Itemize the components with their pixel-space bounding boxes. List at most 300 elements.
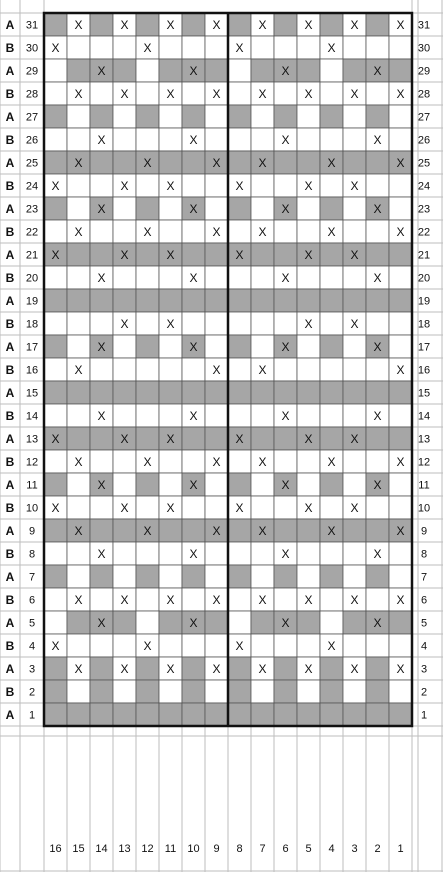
- chart-cell: [182, 312, 205, 335]
- x-symbol: X: [189, 616, 198, 630]
- chart-cell: [320, 13, 343, 36]
- row-number-right: 19: [417, 295, 431, 308]
- row-number-right: 2: [420, 686, 428, 699]
- row-side-label: B: [5, 271, 15, 285]
- row-side-label: A: [5, 616, 15, 630]
- x-symbol: X: [74, 662, 83, 676]
- x-symbol: X: [258, 593, 267, 607]
- chart-cell: [343, 404, 366, 427]
- chart-cell: [90, 358, 113, 381]
- chart-cell: [251, 404, 274, 427]
- chart-cell: [343, 220, 366, 243]
- row-number-left: 6: [28, 594, 36, 607]
- row-number-left: 17: [25, 341, 39, 354]
- chart-cell: [251, 680, 274, 703]
- chart-cell: [67, 174, 90, 197]
- chart-cell: [320, 496, 343, 519]
- x-symbol: X: [304, 317, 313, 331]
- row-side-label: A: [5, 570, 15, 584]
- chart-cell: [228, 220, 251, 243]
- chart-cell: [320, 427, 343, 450]
- chart-cell: [251, 634, 274, 657]
- chart-cell: [44, 680, 67, 703]
- chart-cell: [274, 450, 297, 473]
- chart-cell: [182, 427, 205, 450]
- x-symbol: X: [189, 133, 198, 147]
- chart-cell: [67, 611, 90, 634]
- row-side-label: B: [5, 133, 15, 147]
- chart-cell: [136, 657, 159, 680]
- x-symbol: X: [97, 547, 106, 561]
- chart-cell: [67, 680, 90, 703]
- chart-cell: [228, 289, 251, 312]
- x-symbol: X: [166, 317, 175, 331]
- chart-cell: [297, 289, 320, 312]
- chart-cell: [90, 105, 113, 128]
- chart-cell: [90, 243, 113, 266]
- chart-cell: [113, 220, 136, 243]
- x-symbol: X: [189, 547, 198, 561]
- chart-cell: [228, 151, 251, 174]
- x-symbol: X: [396, 156, 405, 170]
- row-side-label: A: [5, 202, 15, 216]
- row-number-left: 25: [25, 157, 39, 170]
- chart-cell: [251, 36, 274, 59]
- chart-cell: [274, 703, 297, 726]
- x-symbol: X: [143, 156, 152, 170]
- chart-cell: [159, 289, 182, 312]
- chart-cell: [320, 82, 343, 105]
- chart-cell: [297, 335, 320, 358]
- chart-cell: [389, 703, 412, 726]
- row-number-right: 22: [417, 226, 431, 239]
- row-number-right: 25: [417, 157, 431, 170]
- chart-cell: [136, 703, 159, 726]
- chart-cell: [159, 565, 182, 588]
- column-number: 4: [328, 843, 335, 855]
- chart-cell: [251, 611, 274, 634]
- chart-cell: [228, 13, 251, 36]
- chart-cell: [113, 289, 136, 312]
- x-symbol: X: [74, 18, 83, 32]
- chart-cell: [44, 565, 67, 588]
- chart-cell: [320, 128, 343, 151]
- chart-cell: [44, 473, 67, 496]
- chart-cell: [136, 473, 159, 496]
- x-symbol: X: [212, 662, 221, 676]
- x-symbol: X: [166, 593, 175, 607]
- chart-cell: [251, 243, 274, 266]
- chart-cell: [113, 358, 136, 381]
- row-side-label: A: [5, 110, 15, 124]
- chart-cell: [343, 289, 366, 312]
- chart-cell: [343, 542, 366, 565]
- chart-cell: [205, 381, 228, 404]
- chart-cell: [389, 312, 412, 335]
- chart-cell: [67, 404, 90, 427]
- chart-cell: [136, 197, 159, 220]
- chart-cell: [67, 427, 90, 450]
- chart-cell: [113, 266, 136, 289]
- chart-cell: [182, 289, 205, 312]
- chart-cell: [159, 266, 182, 289]
- chart-cell: [44, 82, 67, 105]
- x-symbol: X: [373, 64, 382, 78]
- column-number: 14: [95, 843, 108, 855]
- chart-cell: [274, 36, 297, 59]
- x-symbol: X: [327, 639, 336, 653]
- x-symbol: X: [189, 478, 198, 492]
- chart-cell: [343, 680, 366, 703]
- chart-cell: [320, 588, 343, 611]
- chart-cell: [274, 519, 297, 542]
- x-symbol: X: [327, 156, 336, 170]
- chart-cell: [389, 243, 412, 266]
- x-symbol: X: [350, 593, 359, 607]
- chart-cell: [228, 450, 251, 473]
- chart-cell: [182, 243, 205, 266]
- chart-cell: [228, 197, 251, 220]
- chart-cell: [90, 289, 113, 312]
- chart-cell: [205, 335, 228, 358]
- x-symbol: X: [373, 616, 382, 630]
- chart-cell: [44, 404, 67, 427]
- chart-cell: [44, 105, 67, 128]
- chart-cell: [44, 289, 67, 312]
- chart-cell: [159, 36, 182, 59]
- chart-cell: [389, 289, 412, 312]
- chart-cell: [44, 59, 67, 82]
- chart-cell: [159, 473, 182, 496]
- chart-cell: [159, 542, 182, 565]
- x-symbol: X: [373, 202, 382, 216]
- chart-cell: [343, 36, 366, 59]
- chart-cell: [228, 381, 251, 404]
- chart-cell: [182, 519, 205, 542]
- row-number-left: 2: [28, 686, 36, 699]
- chart-cell: [320, 657, 343, 680]
- x-symbol: X: [74, 524, 83, 538]
- chart-cell: [274, 657, 297, 680]
- chart-cell: [90, 634, 113, 657]
- chart-cell: [389, 496, 412, 519]
- row-side-label: B: [5, 87, 15, 101]
- chart-cell: [343, 128, 366, 151]
- x-symbol: X: [350, 501, 359, 515]
- row-number-right: 24: [417, 180, 431, 193]
- x-symbol: X: [373, 547, 382, 561]
- x-symbol: X: [373, 133, 382, 147]
- x-symbol: X: [189, 202, 198, 216]
- x-symbol: X: [281, 133, 290, 147]
- x-symbol: X: [51, 501, 60, 515]
- x-symbol: X: [258, 662, 267, 676]
- chart-cell: [113, 703, 136, 726]
- x-symbol: X: [281, 409, 290, 423]
- row-number-right: 11: [418, 479, 430, 492]
- row-number-left: 5: [28, 617, 36, 630]
- row-number-left: 1: [28, 709, 36, 722]
- chart-cell: [159, 611, 182, 634]
- x-symbol: X: [304, 179, 313, 193]
- x-symbol: X: [212, 363, 221, 377]
- chart-cell: [389, 473, 412, 496]
- chart-cell: [205, 565, 228, 588]
- chart-cell: [274, 496, 297, 519]
- chart-cell: [182, 13, 205, 36]
- row-number-right: 7: [420, 571, 428, 584]
- x-symbol: X: [258, 225, 267, 239]
- row-number-right: 20: [417, 272, 431, 285]
- row-number-left: 27: [25, 111, 39, 124]
- chart-cell: [90, 36, 113, 59]
- x-symbol: X: [258, 455, 267, 469]
- chart-cell: [159, 381, 182, 404]
- row-number-right: 28: [417, 88, 431, 101]
- row-side-label: A: [5, 294, 15, 308]
- row-side-label: A: [5, 248, 15, 262]
- row-number-left: 11: [26, 479, 38, 492]
- chart-cell: [228, 703, 251, 726]
- chart-cell: [366, 220, 389, 243]
- chart-cell: [297, 151, 320, 174]
- row-side-label: B: [5, 363, 15, 377]
- chart-cell: [251, 174, 274, 197]
- chart-cell: [44, 611, 67, 634]
- chart-cell: [205, 197, 228, 220]
- chart-cell: [274, 312, 297, 335]
- chart-cell: [228, 105, 251, 128]
- row-number-left: 19: [25, 295, 39, 308]
- chart-cell: [297, 381, 320, 404]
- chart-cell: [366, 312, 389, 335]
- chart-cell: [113, 519, 136, 542]
- chart-cell: [343, 519, 366, 542]
- row-number-right: 16: [417, 364, 431, 377]
- column-number: 1: [397, 843, 404, 855]
- x-symbol: X: [97, 133, 106, 147]
- x-symbol: X: [373, 409, 382, 423]
- chart-cell: [366, 519, 389, 542]
- x-symbol: X: [74, 593, 83, 607]
- chart-cell: [90, 427, 113, 450]
- chart-cell: [274, 82, 297, 105]
- x-symbol: X: [97, 478, 106, 492]
- chart-cell: [366, 381, 389, 404]
- row-number-right: 30: [417, 42, 431, 55]
- chart-cell: [251, 335, 274, 358]
- chart-cell: [343, 381, 366, 404]
- chart-cell: [136, 588, 159, 611]
- x-symbol: X: [189, 340, 198, 354]
- x-symbol: X: [304, 87, 313, 101]
- chart-cell: [182, 565, 205, 588]
- x-symbol: X: [120, 18, 129, 32]
- chart-cell: [136, 542, 159, 565]
- chart-cell: [228, 404, 251, 427]
- chart-cell: [251, 542, 274, 565]
- chart-cell: [159, 358, 182, 381]
- chart-cell: [389, 174, 412, 197]
- x-symbol: X: [304, 248, 313, 262]
- chart-cell: [159, 197, 182, 220]
- row-number-right: 27: [417, 111, 431, 124]
- row-number-right: 3: [420, 663, 428, 676]
- row-number-right: 14: [417, 410, 431, 423]
- chart-cell: [389, 335, 412, 358]
- chart-cell: [366, 243, 389, 266]
- chart-cell: [228, 565, 251, 588]
- chart-cell: [136, 82, 159, 105]
- chart-cell: [90, 174, 113, 197]
- x-symbol: X: [143, 225, 152, 239]
- x-symbol: X: [166, 248, 175, 262]
- x-symbol: X: [281, 64, 290, 78]
- chart-cell: [159, 404, 182, 427]
- chart-cell: [251, 312, 274, 335]
- chart-cell: [389, 381, 412, 404]
- chart-cell: [366, 634, 389, 657]
- chart-cell: [274, 105, 297, 128]
- column-number: 11: [164, 843, 177, 855]
- chart-cell: [182, 174, 205, 197]
- chart-cell: [90, 588, 113, 611]
- chart-cell: [159, 220, 182, 243]
- chart-cell: [67, 128, 90, 151]
- x-symbol: X: [281, 271, 290, 285]
- row-number-left: 14: [25, 410, 39, 423]
- chart-cell: [251, 427, 274, 450]
- row-side-label: B: [5, 501, 15, 515]
- chart-cell: [182, 450, 205, 473]
- column-number: 9: [213, 843, 220, 855]
- chart-cell: [159, 703, 182, 726]
- x-symbol: X: [120, 179, 129, 193]
- chart-cell: [297, 105, 320, 128]
- chart-cell: [67, 542, 90, 565]
- chart-cell: [320, 611, 343, 634]
- x-symbol: X: [74, 455, 83, 469]
- x-symbol: X: [212, 87, 221, 101]
- column-number: 3: [351, 843, 358, 855]
- chart-cell: [67, 496, 90, 519]
- chart-cell: [90, 82, 113, 105]
- x-symbol: X: [166, 179, 175, 193]
- row-number-right: 12: [417, 456, 431, 469]
- chart-cell: [297, 450, 320, 473]
- chart-cell: [205, 611, 228, 634]
- chart-cell: [320, 703, 343, 726]
- row-side-label: A: [5, 64, 15, 78]
- chart-cell: [343, 634, 366, 657]
- chart-cell: [297, 519, 320, 542]
- x-symbol: X: [396, 225, 405, 239]
- chart-cell: [228, 59, 251, 82]
- chart-cell: [297, 59, 320, 82]
- chart-cell: [205, 105, 228, 128]
- row-number-right: 13: [417, 433, 431, 446]
- x-symbol: X: [212, 156, 221, 170]
- row-number-right: 8: [420, 548, 428, 561]
- x-symbol: X: [120, 248, 129, 262]
- chart-cell: [67, 197, 90, 220]
- chart-cell: [320, 105, 343, 128]
- chart-cell: [136, 105, 159, 128]
- chart-cell: [90, 680, 113, 703]
- chart-cell: [44, 312, 67, 335]
- chart-cell: [182, 36, 205, 59]
- chart-cell: [205, 404, 228, 427]
- chart-cell: [90, 703, 113, 726]
- x-symbol: X: [373, 478, 382, 492]
- chart-cell: [320, 197, 343, 220]
- x-symbol: X: [97, 340, 106, 354]
- chart-cell: [44, 519, 67, 542]
- x-symbol: X: [235, 432, 244, 446]
- chart-cell: [389, 404, 412, 427]
- chart-cell: [67, 565, 90, 588]
- chart-cell: [297, 358, 320, 381]
- row-side-label: A: [5, 478, 15, 492]
- chart-cell: [90, 496, 113, 519]
- chart-cell: [113, 680, 136, 703]
- chart-cell: [366, 358, 389, 381]
- x-symbol: X: [120, 87, 129, 101]
- x-symbol: X: [396, 524, 405, 538]
- chart-cell: [389, 542, 412, 565]
- chart-cell: [90, 13, 113, 36]
- chart-cell: [228, 128, 251, 151]
- x-symbol: X: [304, 593, 313, 607]
- chart-cell: [274, 634, 297, 657]
- chart-cell: [251, 703, 274, 726]
- x-symbol: X: [51, 639, 60, 653]
- chart-cell: [297, 611, 320, 634]
- chart-cell: [251, 59, 274, 82]
- x-symbol: X: [212, 524, 221, 538]
- x-symbol: X: [120, 432, 129, 446]
- x-symbol: X: [97, 202, 106, 216]
- chart-cell: [205, 36, 228, 59]
- chart-cell: [90, 565, 113, 588]
- row-number-left: 21: [25, 249, 39, 262]
- column-number: 15: [72, 843, 85, 855]
- chart-cell: [251, 496, 274, 519]
- chart-cell: [343, 151, 366, 174]
- x-symbol: X: [235, 179, 244, 193]
- chart-cell: [343, 105, 366, 128]
- x-symbol: X: [235, 41, 244, 55]
- x-symbol: X: [166, 501, 175, 515]
- x-symbol: X: [166, 432, 175, 446]
- x-symbol: X: [74, 225, 83, 239]
- chart-cell: [182, 358, 205, 381]
- chart-cell: [297, 542, 320, 565]
- chart-cell: [44, 266, 67, 289]
- x-symbol: X: [189, 271, 198, 285]
- chart-cell: [251, 197, 274, 220]
- row-side-label: A: [5, 18, 15, 32]
- chart-cell: [366, 588, 389, 611]
- chart-cell: [343, 473, 366, 496]
- chart-cell: [136, 312, 159, 335]
- chart-cell: [389, 680, 412, 703]
- chart-cell: [136, 59, 159, 82]
- chart-cell: [228, 588, 251, 611]
- x-symbol: X: [281, 547, 290, 561]
- chart-cell: [90, 519, 113, 542]
- x-symbol: X: [304, 662, 313, 676]
